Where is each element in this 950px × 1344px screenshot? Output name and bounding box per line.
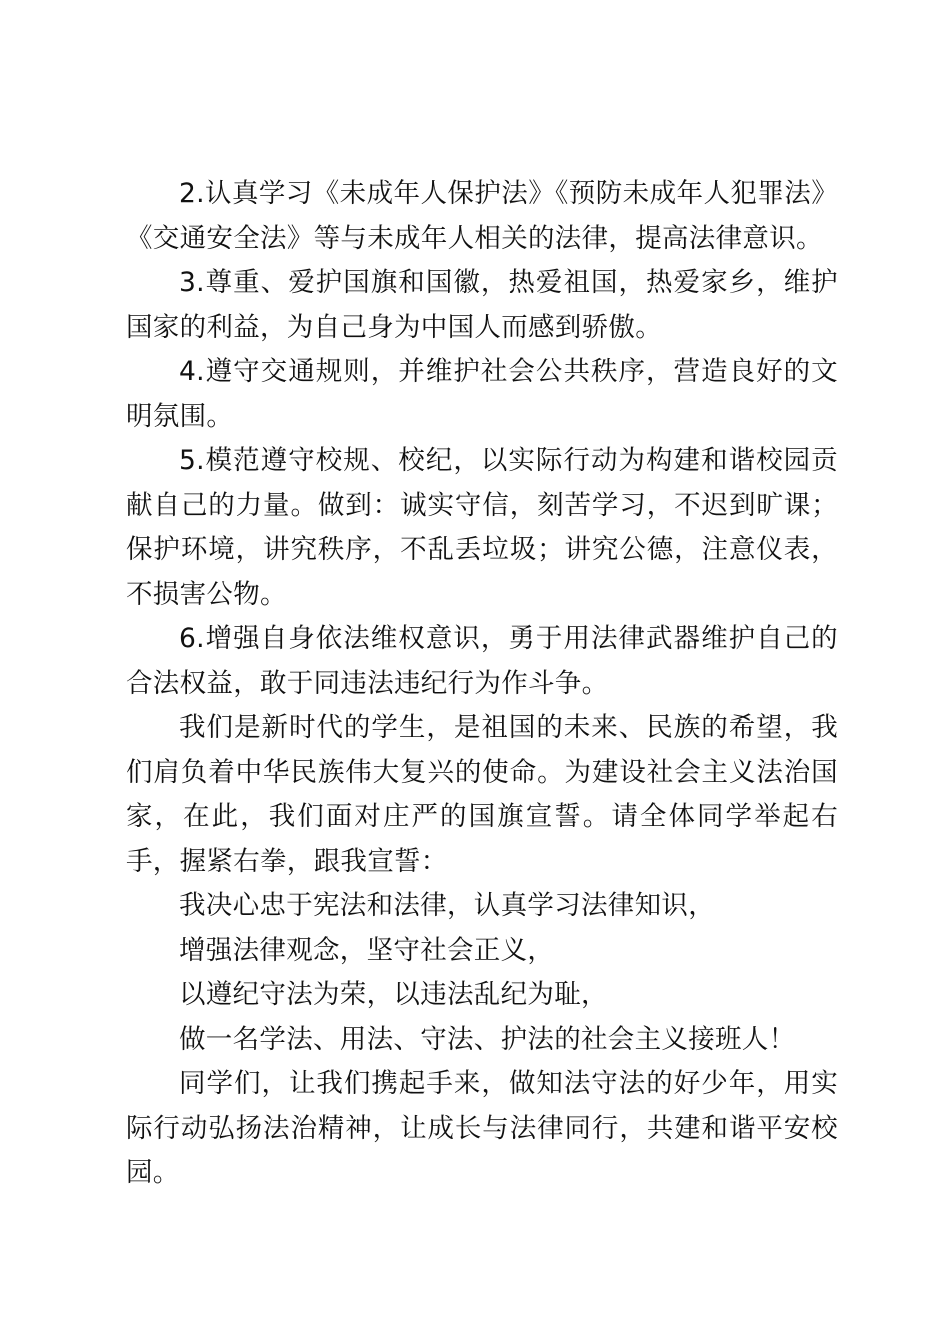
- oath-line: 做一名学法、用法、守法、护法的社会主义接班人！: [179, 1023, 796, 1055]
- oath-line: 以遵纪守法为荣，以违法乱纪为耻，: [179, 979, 608, 1010]
- paragraph-item-5: 5.模范遵守校规、校纪，以实际行动为构建和谐校园贡献自己的力量。做到：诚实守信，刻苦学习，不迟到旷课；保护环境，讲究秩序，不乱丢垃圾；讲究公德，注意仪表，不损害公物。: [126, 445, 838, 610]
- oath-line: 我决心忠于宪法和法律，认真学习法律知识，: [179, 890, 715, 921]
- paragraph-closing: 同学们，让我们携起手来，做知法守法的好少年，用实际行动弘扬法治精神，让成长与法律同行，共建和谐平安校园。: [126, 1068, 838, 1188]
- paragraph-item-4: 4.遵守交通规则，并维护社会公共秩序，营造良好的文明氛围。: [126, 356, 838, 432]
- paragraph-oath-intro: 我们是新时代的学生，是祖国的未来、民族的希望，我们肩负着中华民族伟大复兴的使命。为建设社会主义法治国家，在此，我们面对庄严的国旗宣誓。请全体同学举起右手，握紧右拳，跟我宣誓：: [126, 712, 838, 877]
- paragraph-item-6: 6.增强自身依法维权意识，勇于用法律武器维护自己的合法权益，敢于同违法违纪行为作斗争。: [126, 623, 838, 699]
- document-body: [126, 172, 838, 1196]
- paragraph-item-3: 3.尊重、爱护国旗和国徽，热爱祖国，热爱家乡，维护国家的利益，为自己身为中国人而感到骄傲。: [126, 267, 838, 343]
- oath-line: 增强法律观念，坚守社会正义，: [179, 934, 555, 966]
- paragraph-item-2: 2.认真学习《未成年人保护法》《预防未成年人犯罪法》《交通安全法》等与未成年人相关的法律，提高法律意识。: [126, 178, 838, 254]
